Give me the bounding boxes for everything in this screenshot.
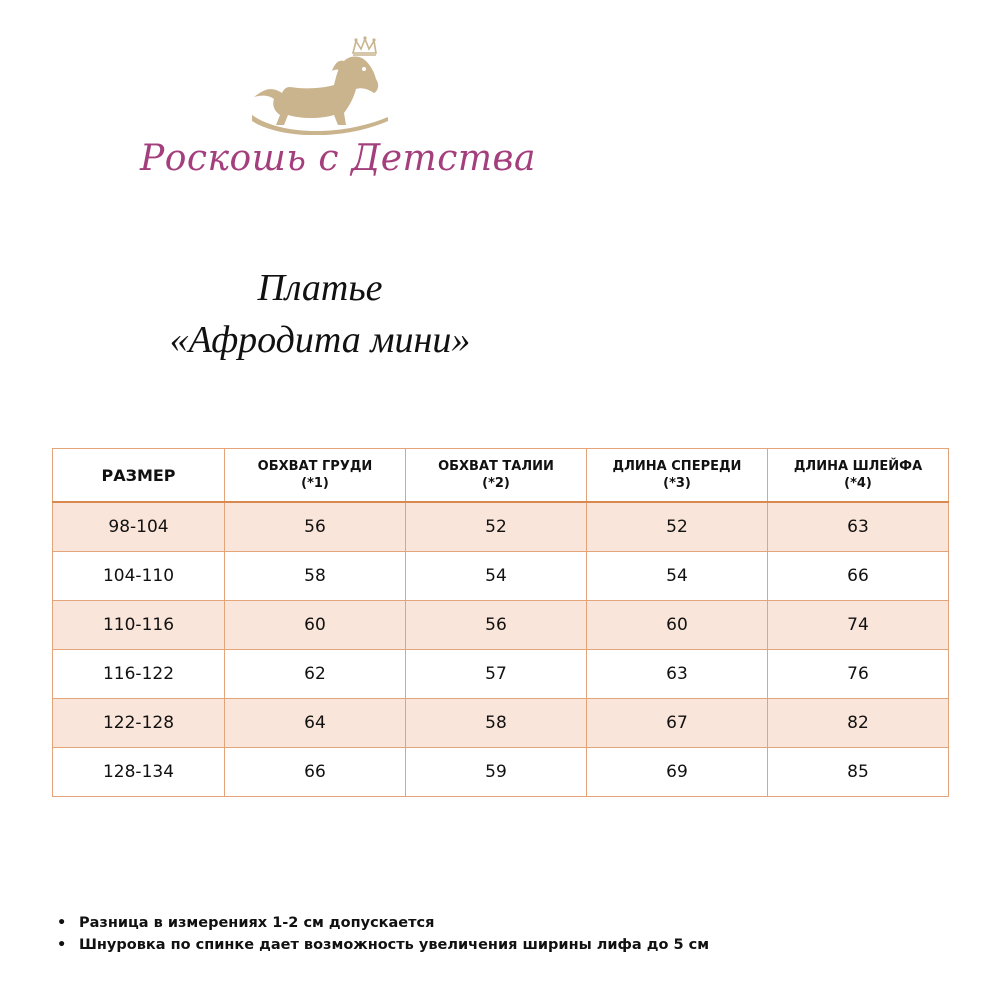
table-row	[53, 502, 949, 552]
cell-front-length: 67	[587, 699, 768, 748]
rocking-horse-with-crown-icon	[250, 35, 390, 135]
note-text: Разница в измерениях 1-2 см допускается	[79, 915, 435, 931]
cell-train-length: 63	[768, 502, 949, 552]
cell-front-length: 60	[587, 601, 768, 650]
list-item	[55, 912, 709, 934]
table-row	[53, 699, 949, 748]
cell-waist: 56	[406, 601, 587, 650]
cell-chest: 58	[225, 552, 406, 601]
column-header-front-length: ДЛИНА СПЕРЕДИ (*3)	[587, 449, 768, 503]
cell-chest: 62	[225, 650, 406, 699]
cell-waist: 59	[406, 748, 587, 797]
cell-size: 104-110	[53, 552, 225, 601]
cell-chest: 60	[225, 601, 406, 650]
cell-size: 98-104	[53, 502, 225, 552]
product-title-line2: «Афродита мини»	[169, 319, 471, 361]
column-header-size: РАЗМЕР	[53, 449, 225, 503]
cell-train-length: 66	[768, 552, 949, 601]
table-row	[53, 552, 949, 601]
cell-front-length: 63	[587, 650, 768, 699]
table-row	[53, 650, 949, 699]
table-row	[53, 748, 949, 797]
cell-waist: 57	[406, 650, 587, 699]
cell-waist: 52	[406, 502, 587, 552]
cell-waist: 58	[406, 699, 587, 748]
cell-waist: 54	[406, 552, 587, 601]
bullet-icon: •	[57, 915, 67, 931]
product-title-line1: Платье	[257, 267, 383, 309]
cell-size: 128-134	[53, 748, 225, 797]
product-title	[110, 262, 530, 366]
size-chart-table	[52, 448, 949, 797]
cell-train-length: 76	[768, 650, 949, 699]
cell-front-length: 52	[587, 502, 768, 552]
cell-size: 116-122	[53, 650, 225, 699]
column-header-chest: ОБХВАТ ГРУДИ (*1)	[225, 449, 406, 503]
cell-train-length: 82	[768, 699, 949, 748]
cell-size: 122-128	[53, 699, 225, 748]
cell-train-length: 74	[768, 601, 949, 650]
cell-train-length: 85	[768, 748, 949, 797]
bullet-icon: •	[57, 937, 67, 953]
notes-list	[55, 912, 709, 956]
table-row	[53, 601, 949, 650]
cell-front-length: 69	[587, 748, 768, 797]
brand-name: Роскошь с Детства	[140, 138, 536, 179]
list-item	[55, 934, 709, 956]
note-text: Шнуровка по спинке дает возможность увеличения ширины лифа до 5 см	[79, 937, 710, 953]
cell-chest: 56	[225, 502, 406, 552]
column-header-waist: ОБХВАТ ТАЛИИ (*2)	[406, 449, 587, 503]
cell-chest: 64	[225, 699, 406, 748]
column-header-train-length: ДЛИНА ШЛЕЙФА (*4)	[768, 449, 949, 503]
cell-size: 110-116	[53, 601, 225, 650]
table-header-row	[53, 449, 949, 503]
cell-front-length: 54	[587, 552, 768, 601]
cell-chest: 66	[225, 748, 406, 797]
